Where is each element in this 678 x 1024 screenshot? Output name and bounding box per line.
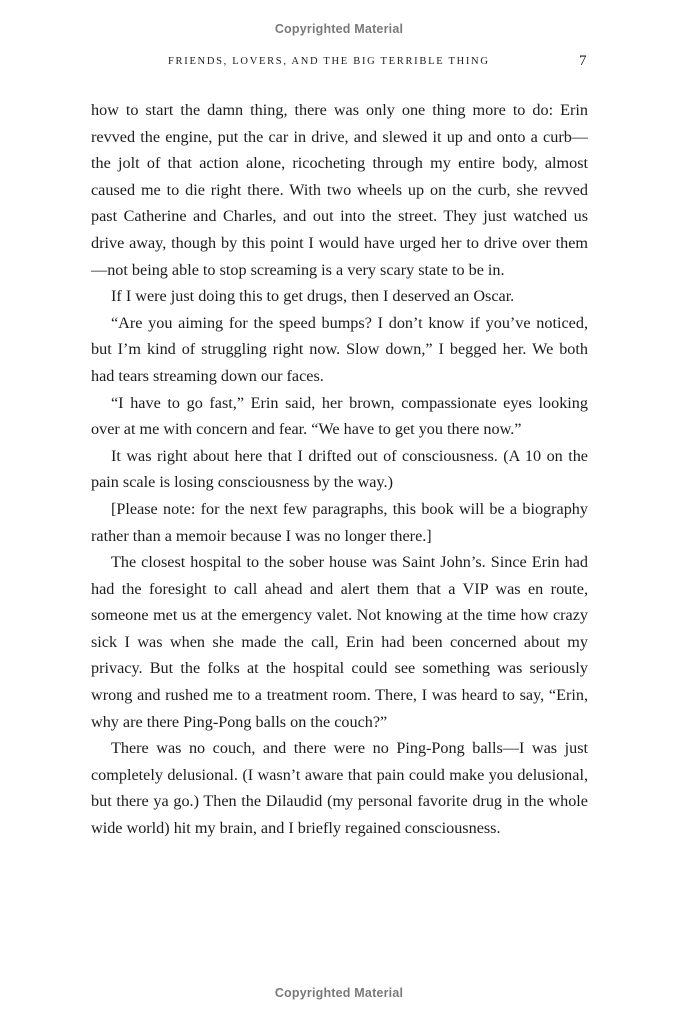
paragraph-hospital: The closest hospital to the sober house was Saint John’s. Since Erin had had the foresight to call ahead and alert them that a VIP was en route, someone met us at the emergency valet. Not knowing at the time how crazy sick I was when she made the call, Erin had been concerned about my privacy. But the folks at the hospital could see something was seriously wrong and rushed me to a treatment room. There, I was heard to say, “Erin, why are there Ping-Pong balls on the couch?”	[91, 553, 588, 731]
running-title: FRIENDS, LOVERS, AND THE BIG TERRIBLE THING	[168, 56, 490, 67]
paragraph-continued: how to start the damn thing, there was only one thing more to do: Erin revved the engine, put the car in drive, and slewed it up and onto a curb—the jolt of that action alone, ricocheting through my entire body, almost caused me to die right there. With two wheels up on the curb, she revved past Catherine and Charles, and out into the street. They just watched us drive away, though by this point I would have urged her to drive over them—not being able to stop screaming is a very scary state to be in.	[91, 101, 588, 279]
paragraph-speed-bumps: “Are you aiming for the speed bumps? I don’t know if you’ve noticed, but I’m kind of struggling right now. Slow down,” I begged her. We both had tears streaming down our faces.	[91, 313, 588, 385]
body-text	[91, 97, 588, 842]
running-header	[0, 54, 678, 74]
copyright-watermark-bottom: Copyrighted Material	[274, 986, 404, 1000]
paragraph-go-fast: “I have to go fast,” Erin said, her brown, compassionate eyes looking over at me with concern and fear. “We have to get you there now.”	[91, 393, 588, 439]
paragraph-delusional: There was no couch, and there were no Ping-Pong balls—I was just completely delusional. (I wasn’t aware that pain could make you delusional, but there ya go.) Then the Dilaudid (my personal favorite drug in the whole wide world) hit my brain, and I briefly regained consciousness.	[91, 739, 588, 838]
paragraph-oscar: If I were just doing this to get drugs, then I deserved an Oscar.	[111, 287, 515, 306]
copyright-watermark-top: Copyrighted Material	[274, 22, 404, 36]
paragraph-note: [Please note: for the next few paragraphs, this book will be a biography rather than a memoir because I was no longer there.]	[91, 499, 588, 545]
paragraph-consciousness: It was right about here that I drifted out of consciousness. (A 10 on the pain scale is losing consciousness by the way.)	[91, 446, 588, 492]
page-number: 7	[579, 53, 587, 69]
